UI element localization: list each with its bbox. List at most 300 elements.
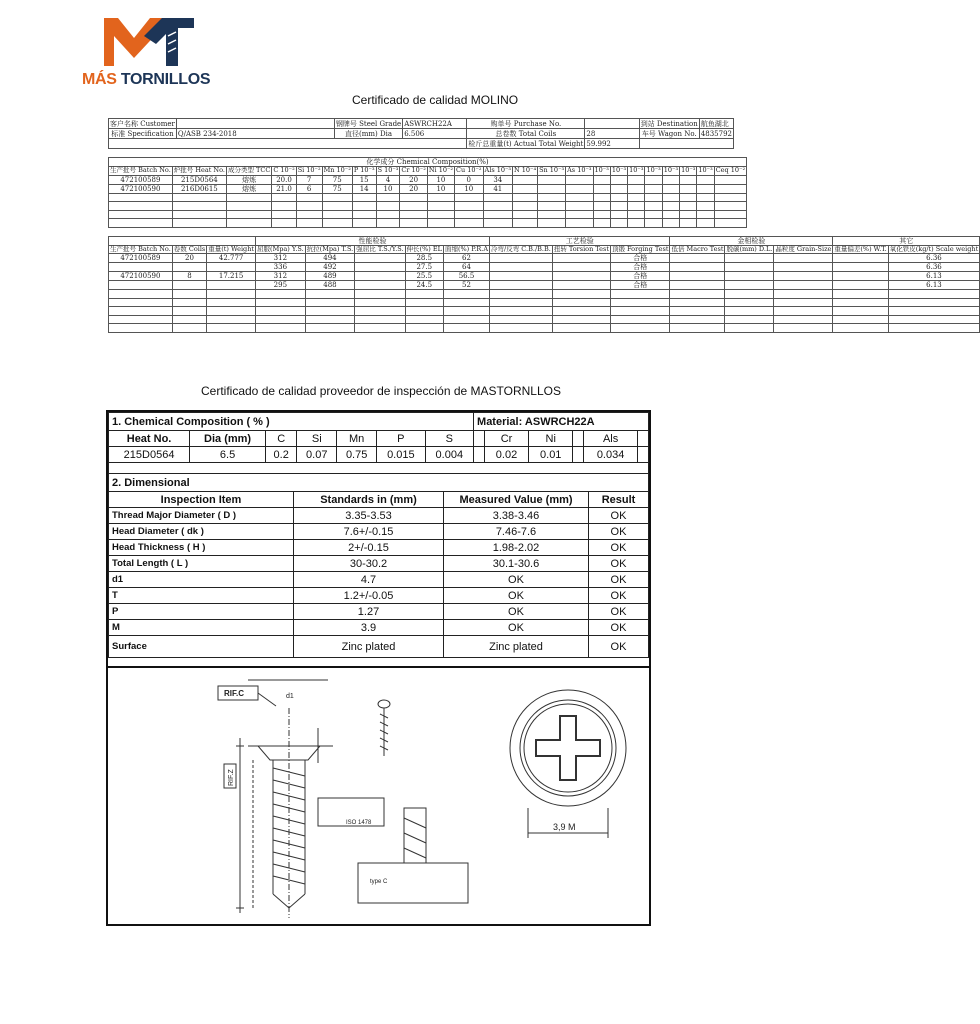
mech-cell bbox=[207, 315, 256, 324]
dim-cell: OK bbox=[589, 636, 649, 658]
mech-cell bbox=[490, 254, 553, 263]
mill-chemical-table bbox=[108, 157, 747, 228]
mech-cell bbox=[172, 290, 206, 299]
mech-cell: 494 bbox=[305, 254, 355, 263]
mech-cell: 56.5 bbox=[443, 272, 489, 281]
chem-cell: 7 bbox=[296, 175, 322, 184]
mech-header-cell: 卷数 Coils bbox=[173, 244, 206, 253]
mech-empty-row bbox=[109, 324, 980, 333]
mech-header-row bbox=[109, 245, 980, 254]
chem-cell bbox=[610, 210, 627, 219]
mech-cell bbox=[172, 315, 206, 324]
mech-cell bbox=[109, 263, 173, 272]
chem-cell bbox=[513, 184, 538, 193]
insp-chem-header-cell: Cr bbox=[484, 431, 528, 447]
destination-value: 航鱼湖北 bbox=[699, 119, 733, 129]
dim-row bbox=[109, 572, 649, 588]
dim-cell: Head Diameter ( dk ) bbox=[109, 524, 294, 540]
insp-chem-value-cell bbox=[573, 447, 584, 463]
dim-body bbox=[109, 508, 649, 658]
chem-header-cell: S 10⁻³ bbox=[377, 166, 399, 175]
chem-cell bbox=[226, 193, 271, 202]
chem-cell: 10 bbox=[376, 184, 400, 193]
mech-row bbox=[109, 263, 980, 272]
chem-cell bbox=[513, 193, 538, 202]
mech-cell: 合格 bbox=[610, 281, 670, 290]
chem-empty-row bbox=[109, 193, 747, 202]
mech-cell: 合格 bbox=[610, 272, 670, 281]
dim-cell: 3.9 bbox=[294, 620, 444, 636]
chem-composition-title: 化学成分 Chemical Composition(%) bbox=[109, 158, 747, 167]
chem-cell: 10 bbox=[455, 184, 484, 193]
mech-header-cell: 脱碳(mm) D.L. bbox=[726, 244, 773, 253]
mech-empty-row bbox=[109, 298, 980, 307]
wagon-value: 4835792 bbox=[700, 129, 732, 138]
dim-cell: Zinc plated bbox=[444, 636, 589, 658]
chem-cell bbox=[697, 219, 714, 228]
chem-cell bbox=[714, 184, 746, 193]
dim-header-cell: Inspection Item bbox=[109, 492, 294, 508]
mech-header-cell: 屈服(Mpa) Y.S. bbox=[257, 244, 304, 253]
chem-cell bbox=[226, 202, 271, 211]
dim-cell: Head Thickness ( H ) bbox=[109, 540, 294, 556]
dim-row bbox=[109, 588, 649, 604]
dim-header-row bbox=[109, 492, 649, 508]
mech-cell bbox=[552, 298, 610, 307]
mech-cell bbox=[256, 315, 306, 324]
mech-cell bbox=[305, 324, 355, 333]
chem-cell bbox=[662, 175, 679, 184]
mech-cell: 17.215 bbox=[207, 272, 256, 281]
dim-cell: 4.7 bbox=[294, 572, 444, 588]
chem-cell bbox=[714, 193, 746, 202]
chem-empty-row bbox=[109, 219, 747, 228]
chem-cell bbox=[455, 202, 484, 211]
mech-cell bbox=[552, 290, 610, 299]
chem-header-cell: 10⁻³ bbox=[646, 166, 661, 175]
mech-cell bbox=[405, 290, 443, 299]
chem-cell bbox=[272, 210, 296, 219]
chem-cell bbox=[593, 175, 610, 184]
chem-cell bbox=[455, 210, 484, 219]
mech-cell bbox=[256, 298, 306, 307]
mech-cell bbox=[774, 307, 833, 316]
mech-cell bbox=[207, 298, 256, 307]
chem-cell bbox=[376, 219, 400, 228]
mech-cell bbox=[552, 307, 610, 316]
chem-cell bbox=[352, 202, 376, 211]
chem-header-cell: Sn 10⁻³ bbox=[539, 166, 565, 175]
mech-cell bbox=[355, 307, 405, 316]
mech-cell: 52 bbox=[443, 281, 489, 290]
chem-cell bbox=[352, 193, 376, 202]
mech-cell bbox=[670, 254, 725, 263]
insp-chem-header-cell: Als bbox=[584, 431, 638, 447]
mech-cell bbox=[610, 315, 670, 324]
chem-cell: 215D0564 bbox=[172, 175, 226, 184]
mech-cell bbox=[172, 324, 206, 333]
chem-cell bbox=[662, 210, 679, 219]
dim-cell: 2+/-0.15 bbox=[294, 540, 444, 556]
mech-cell: 6.36 bbox=[888, 263, 979, 272]
chem-cell bbox=[645, 219, 662, 228]
mech-cell: 25.5 bbox=[405, 272, 443, 281]
chem-cell bbox=[513, 210, 538, 219]
group-header-other: 其它 bbox=[833, 236, 980, 245]
chem-header-cell: Cu 10⁻² bbox=[456, 166, 482, 175]
mech-cell bbox=[490, 298, 553, 307]
mech-cell bbox=[610, 324, 670, 333]
mech-cell bbox=[725, 290, 774, 299]
mech-cell bbox=[552, 254, 610, 263]
chem-cell bbox=[427, 219, 454, 228]
chem-cell bbox=[593, 202, 610, 211]
mech-cell: 489 bbox=[305, 272, 355, 281]
insp-chem-value-cell: 0.02 bbox=[484, 447, 528, 463]
ref-z-label: RIF.Z bbox=[228, 769, 235, 786]
mech-cell bbox=[725, 298, 774, 307]
inspection-certificate bbox=[106, 410, 651, 668]
chem-cell bbox=[593, 210, 610, 219]
chem-cell bbox=[628, 175, 645, 184]
chem-cell bbox=[172, 219, 226, 228]
chem-cell bbox=[455, 219, 484, 228]
logo-mt-mark-icon bbox=[96, 14, 196, 70]
dim-cell: OK bbox=[589, 620, 649, 636]
dia-value: 6.506 bbox=[403, 129, 467, 139]
chem-cell: 10 bbox=[427, 184, 454, 193]
dim-cell: Zinc plated bbox=[294, 636, 444, 658]
chem-cell bbox=[566, 175, 593, 184]
grade-value: ASWRCH22A bbox=[403, 119, 467, 129]
ref-c-label: RIF.C bbox=[224, 689, 244, 698]
chem-cell bbox=[109, 210, 173, 219]
dim-cell: Surface bbox=[109, 636, 294, 658]
insp-chem-header-cell: C bbox=[266, 431, 297, 447]
mech-cell bbox=[172, 307, 206, 316]
mech-cell bbox=[405, 315, 443, 324]
chem-cell bbox=[697, 184, 714, 193]
chem-cell bbox=[483, 202, 512, 211]
dim-cell: 1.98-2.02 bbox=[444, 540, 589, 556]
chem-cell bbox=[610, 202, 627, 211]
chem-cell bbox=[513, 219, 538, 228]
dim-cell: OK bbox=[444, 588, 589, 604]
chem-empty-row bbox=[109, 202, 747, 211]
mech-cell bbox=[443, 307, 489, 316]
mech-cell bbox=[774, 254, 833, 263]
chem-header-cell: 10⁻³ bbox=[629, 166, 644, 175]
insp-chem-value-cell: 0.75 bbox=[337, 447, 377, 463]
chem-cell bbox=[109, 219, 173, 228]
mech-cell bbox=[355, 281, 405, 290]
mech-cell bbox=[355, 324, 405, 333]
mech-cell: 488 bbox=[305, 281, 355, 290]
chem-cell: 41 bbox=[483, 184, 512, 193]
mech-cell bbox=[670, 307, 725, 316]
mech-cell bbox=[833, 263, 888, 272]
mech-header-cell: 晶粒度 Grain-Size bbox=[775, 244, 832, 253]
coils-value: 28 bbox=[585, 129, 639, 139]
chem-cell bbox=[662, 202, 679, 211]
chem-cell bbox=[538, 184, 566, 193]
dim-cell: 1.27 bbox=[294, 604, 444, 620]
mech-cell: 6.13 bbox=[888, 272, 979, 281]
mech-cell bbox=[207, 281, 256, 290]
chem-cell bbox=[296, 219, 322, 228]
dim-cell: 30.1-30.6 bbox=[444, 556, 589, 572]
dim-header-cell: Measured Value (mm) bbox=[444, 492, 589, 508]
chem-cell bbox=[610, 219, 627, 228]
chem-cell bbox=[483, 193, 512, 202]
dim-cell: Total Length ( L ) bbox=[109, 556, 294, 572]
chem-header-cell: 生产批号 Batch No. bbox=[110, 166, 171, 175]
chem-cell: 34 bbox=[483, 175, 512, 184]
mech-cell bbox=[405, 324, 443, 333]
mech-cell bbox=[490, 307, 553, 316]
chem-cell bbox=[538, 193, 566, 202]
mech-cell bbox=[725, 315, 774, 324]
dim-cell: d1 bbox=[109, 572, 294, 588]
brand-logo bbox=[82, 14, 212, 94]
mill-certificate-caption: Certificado de calidad MOLINO bbox=[352, 93, 519, 107]
mech-cell bbox=[355, 254, 405, 263]
chem-cell bbox=[662, 193, 679, 202]
m-dimension-label: 3,9 M bbox=[553, 822, 576, 832]
mech-cell bbox=[552, 324, 610, 333]
insp-chem-value-cell: 0.07 bbox=[297, 447, 337, 463]
insp-chem-value-cell: 0.01 bbox=[529, 447, 573, 463]
chem-cell bbox=[272, 219, 296, 228]
mech-cell: 28.5 bbox=[405, 254, 443, 263]
mech-cell bbox=[490, 290, 553, 299]
dim-cell: OK bbox=[444, 604, 589, 620]
mech-header-cell: 强屈比 T.S./Y.S. bbox=[356, 244, 404, 253]
chem-cell bbox=[662, 184, 679, 193]
mech-cell bbox=[888, 290, 979, 299]
chem-cell bbox=[226, 219, 271, 228]
mech-cell bbox=[207, 307, 256, 316]
mech-cell bbox=[207, 324, 256, 333]
chem-cell bbox=[400, 193, 427, 202]
group-header-metallographic: 金相检验 bbox=[670, 236, 833, 245]
insp-chem-header-cell: Si bbox=[297, 431, 337, 447]
chem-cell bbox=[172, 202, 226, 211]
spec-value: Q/ASB 234-2018 bbox=[176, 129, 334, 139]
chem-cell bbox=[109, 193, 173, 202]
chem-cell bbox=[714, 202, 746, 211]
chem-cell bbox=[322, 219, 352, 228]
mech-cell: 27.5 bbox=[405, 263, 443, 272]
chem-cell bbox=[322, 193, 352, 202]
weight-label: 检斤总重量(t) Actual Total Weight bbox=[468, 139, 584, 148]
mech-cell bbox=[774, 272, 833, 281]
chem-cell bbox=[352, 210, 376, 219]
chem-cell bbox=[566, 202, 593, 211]
mech-row bbox=[109, 254, 980, 263]
chem-cell bbox=[593, 193, 610, 202]
chem-cell bbox=[680, 210, 697, 219]
mech-cell bbox=[109, 324, 173, 333]
chem-cell bbox=[226, 210, 271, 219]
mech-cell bbox=[552, 272, 610, 281]
mech-header-cell: 低倍 Macro Test bbox=[671, 244, 724, 253]
chem-header-cell: N 10⁻⁴ bbox=[514, 166, 537, 175]
insp-chem-value-cell: 0.034 bbox=[584, 447, 638, 463]
dim-cell: OK bbox=[589, 572, 649, 588]
insp-chem-header-cell bbox=[637, 431, 648, 447]
mech-cell bbox=[670, 263, 725, 272]
mech-cell: 312 bbox=[256, 272, 306, 281]
mech-cell: 6.13 bbox=[888, 281, 979, 290]
mech-cell bbox=[305, 290, 355, 299]
mech-cell bbox=[109, 307, 173, 316]
mech-cell bbox=[833, 290, 888, 299]
mech-cell bbox=[725, 281, 774, 290]
chem-cell bbox=[593, 184, 610, 193]
chem-cell bbox=[566, 184, 593, 193]
dim-cell: 7.6+/-0.15 bbox=[294, 524, 444, 540]
mech-cell bbox=[355, 263, 405, 272]
chem-cell bbox=[172, 193, 226, 202]
mech-cell bbox=[833, 272, 888, 281]
chem-header-cell: Ceq 10⁻² bbox=[715, 166, 746, 175]
dim-cell: OK bbox=[444, 620, 589, 636]
mech-empty-row bbox=[109, 290, 980, 299]
insp-chem-header-cell bbox=[474, 431, 485, 447]
insp-chem-value-cell: 215D0564 bbox=[109, 447, 190, 463]
customer-value bbox=[176, 119, 334, 129]
mech-cell: 24.5 bbox=[405, 281, 443, 290]
chem-cell bbox=[680, 193, 697, 202]
dim-cell: OK bbox=[589, 588, 649, 604]
chem-cell bbox=[593, 219, 610, 228]
mech-cell bbox=[256, 307, 306, 316]
mech-cell bbox=[355, 315, 405, 324]
mech-cell bbox=[109, 281, 173, 290]
mech-cell bbox=[774, 290, 833, 299]
chem-cell bbox=[427, 210, 454, 219]
chem-header-cell: C 10⁻² bbox=[273, 166, 295, 175]
insp-chem-header-row bbox=[109, 431, 649, 447]
chem-header-cell: 成分类型 TCC bbox=[227, 166, 271, 175]
mech-cell bbox=[355, 272, 405, 281]
mill-header-table bbox=[108, 118, 734, 149]
mech-cell bbox=[490, 272, 553, 281]
mech-cell bbox=[256, 290, 306, 299]
mech-cell bbox=[725, 254, 774, 263]
mech-empty-row bbox=[109, 315, 980, 324]
mech-cell bbox=[610, 307, 670, 316]
mech-row bbox=[109, 272, 980, 281]
mech-cell: 312 bbox=[256, 254, 306, 263]
mech-cell bbox=[552, 263, 610, 272]
dim-cell: OK bbox=[589, 508, 649, 524]
chem-cell: 14 bbox=[352, 184, 376, 193]
dim-cell: OK bbox=[589, 524, 649, 540]
mech-cell bbox=[552, 281, 610, 290]
mech-cell bbox=[725, 272, 774, 281]
chem-cell bbox=[538, 210, 566, 219]
chem-cell bbox=[322, 202, 352, 211]
insp-chem-header-cell bbox=[573, 431, 584, 447]
mech-cell bbox=[552, 315, 610, 324]
chem-cell: 20 bbox=[400, 184, 427, 193]
mech-cell bbox=[355, 290, 405, 299]
d1-label: d1 bbox=[286, 693, 294, 700]
mech-cell bbox=[207, 263, 256, 272]
mech-cell bbox=[774, 315, 833, 324]
mech-cell bbox=[443, 290, 489, 299]
mech-cell: 336 bbox=[256, 263, 306, 272]
mech-header-cell: 重量偏差(%) W.T. bbox=[834, 244, 887, 253]
chem-cell bbox=[483, 219, 512, 228]
chem-cell bbox=[610, 193, 627, 202]
mech-cell bbox=[610, 298, 670, 307]
mech-cell bbox=[833, 298, 888, 307]
mech-cell bbox=[305, 307, 355, 316]
chem-cell bbox=[628, 202, 645, 211]
logo-word-tornillos: TORNILLOS bbox=[120, 71, 211, 88]
mech-header-cell: 顶锻 Forging Test bbox=[611, 244, 669, 253]
chem-cell bbox=[376, 210, 400, 219]
mech-cell: 472100590 bbox=[109, 272, 173, 281]
chem-cell bbox=[662, 219, 679, 228]
mech-cell bbox=[443, 324, 489, 333]
weight-value: 59.992 bbox=[585, 139, 639, 149]
chem-cell bbox=[697, 193, 714, 202]
dim-row bbox=[109, 540, 649, 556]
technical-drawing bbox=[106, 668, 651, 926]
insp-chem-header-cell: S bbox=[425, 431, 473, 447]
chem-header-cell: 10⁻³ bbox=[698, 166, 713, 175]
chem-row bbox=[109, 184, 747, 193]
chem-cell: 75 bbox=[322, 175, 352, 184]
chem-cell bbox=[645, 210, 662, 219]
chem-cell bbox=[400, 202, 427, 211]
chem-header-cell: 10⁻³ bbox=[594, 166, 609, 175]
chem-cell bbox=[680, 175, 697, 184]
chem-cell bbox=[538, 175, 566, 184]
type-c-label: type C bbox=[370, 879, 388, 885]
mech-cell bbox=[109, 298, 173, 307]
mech-header-cell: 重量(t) Weight bbox=[208, 244, 255, 253]
insp-chem-value-cell: 0.004 bbox=[425, 447, 473, 463]
chem-cell: 4 bbox=[376, 175, 400, 184]
mech-empty-row bbox=[109, 307, 980, 316]
mech-cell bbox=[490, 315, 553, 324]
dim-cell: 30-30.2 bbox=[294, 556, 444, 572]
chem-cell bbox=[172, 210, 226, 219]
mech-cell bbox=[774, 298, 833, 307]
chem-cell bbox=[322, 210, 352, 219]
chem-cell bbox=[376, 202, 400, 211]
chem-cell bbox=[645, 184, 662, 193]
dim-header-cell: Standards in (mm) bbox=[294, 492, 444, 508]
dim-row bbox=[109, 636, 649, 658]
chem-cell bbox=[513, 202, 538, 211]
spec-label: 标准 Specification bbox=[109, 129, 177, 139]
chem-cell bbox=[628, 193, 645, 202]
chem-cell bbox=[566, 210, 593, 219]
mech-cell bbox=[888, 324, 979, 333]
mech-cell bbox=[172, 263, 206, 272]
group-header-process: 工艺检验 bbox=[490, 236, 670, 245]
chem-cell bbox=[513, 175, 538, 184]
chem-cell: 21.0 bbox=[272, 184, 296, 193]
mech-row bbox=[109, 281, 980, 290]
mech-cell bbox=[443, 315, 489, 324]
